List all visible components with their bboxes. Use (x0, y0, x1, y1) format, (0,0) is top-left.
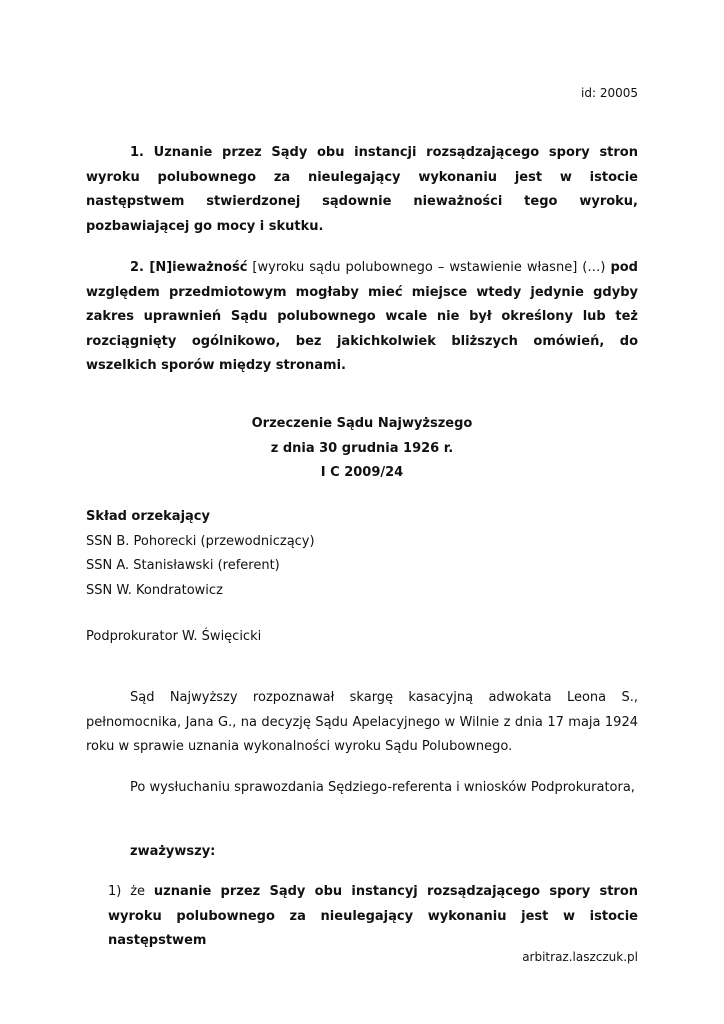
thesis-2 (86, 256, 638, 379)
panel-member: SSN W. Kondratowicz (86, 582, 223, 598)
intro-paragraph: Sąd Najwyższy rozpoznawał skargę kasacyjną adwokata Leona S., pełnomocnika, Jana G., na decyzję Sądu Apelacyjnego w Wilnie z dnia 17 maja 1924 roku w sprawie uznania wykonalności wyroku Sądu Polubownego. (86, 690, 638, 754)
point-1-prefix: 1) że (108, 884, 146, 899)
considering-heading (86, 840, 638, 865)
panel-member: SSN A. Stanisławski (referent) (86, 558, 280, 573)
document-id: id: 20005 (581, 86, 638, 100)
prosecutor: Podprokurator W. Święcicki (86, 629, 262, 644)
ruling-signature: I C 2009/24 (320, 465, 404, 480)
panel-heading: Skład orzekający (86, 509, 210, 524)
ruling-header (86, 412, 638, 486)
thesis-1-text: 1. Uznanie przez Sądy obu instancji rozsądzającego spory stron wyroku polubownego za nieulegający wykonaniu jest w istocie następstwem stwierdzonej sądownie nieważności tego wyroku, pozbawiającej go mocy i skutku. (86, 145, 638, 234)
point-1-text: uznanie przez Sądy obu instancyj rozsądzającego spory stron wyroku polubownego za nieulegający wykonaniu jest w istocie następstwem (108, 884, 639, 948)
considering-label: zważywszy: (130, 844, 216, 859)
thesis-2-insert: [wyroku sądu polubownego – wstawienie własne] (…) (252, 260, 606, 275)
ruling-title: Orzeczenie Sądu Najwyższego (251, 416, 473, 431)
footer-url: arbitraz.laszczuk.pl (522, 950, 638, 964)
heard-paragraph: Po wysłuchaniu sprawozdania Sędziego-referenta i wniosków Podprokuratora, (130, 780, 635, 795)
thesis-1 (86, 141, 638, 239)
ruling-date: z dnia 30 grudnia 1926 r. (270, 440, 454, 456)
thesis-2-rest: pod względem przedmiotowym mogłaby mieć miejsce wtedy jedynie gdyby zakres uprawnień Sądu polubownego wcale nie był określony lub też rozciągnięty ogólnikowo, bez jakichkolwiek bliższych omówień, do wszelkich sporów między stronami. (86, 260, 638, 373)
panel (86, 505, 638, 603)
thesis-2-lead: 2. [N]ieważność (130, 260, 248, 275)
panel-member: SSN B. Pohorecki (przewodniczący) (86, 533, 315, 549)
point-1 (108, 880, 638, 954)
